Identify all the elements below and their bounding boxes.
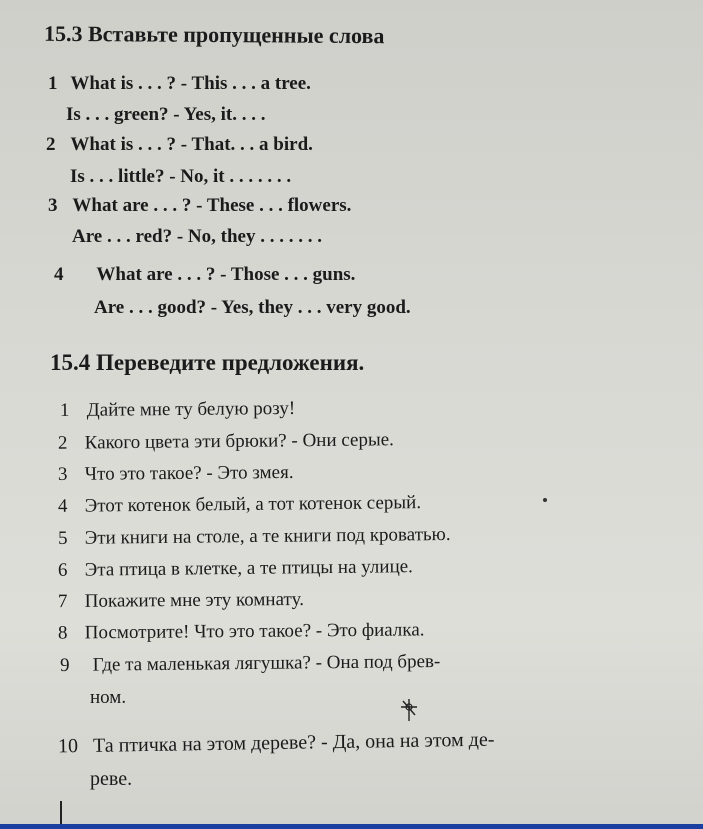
line-text: What are . . . ? - These . . . flowers. xyxy=(72,195,352,216)
line-text: What is . . . ? - This . . . a tree. xyxy=(70,73,311,94)
line-text: Та птичка на этом дереве? - Да, она на этом де- xyxy=(92,728,495,757)
line-number: 2 xyxy=(57,432,68,454)
exercise-line xyxy=(54,263,355,287)
sentence-line xyxy=(60,650,441,678)
line-text: What is . . . ? - That. . . a bird. xyxy=(70,134,313,155)
line-number: 5 xyxy=(57,527,68,550)
screen-bottom-bar xyxy=(0,824,703,829)
line-text: Посмотрите! Что это такое? - Это фиалка. xyxy=(84,619,425,644)
line-text: Дайте мне ту белую розу! xyxy=(86,397,296,421)
cursor-icon xyxy=(398,697,420,723)
sentence-line xyxy=(90,686,126,710)
sentence-line xyxy=(60,397,295,423)
line-number: 1 xyxy=(59,399,70,422)
exercise-line xyxy=(70,165,291,189)
exercise-line xyxy=(48,72,311,96)
line-number: 3 xyxy=(57,463,68,486)
line-number: 1 xyxy=(48,73,58,94)
sentence-line xyxy=(58,523,451,551)
line-number: 4 xyxy=(57,495,68,517)
section-15-3-title: 15.3 Вставьте пропущенные слова xyxy=(43,20,385,49)
line-text: Are . . . red? - No, they . . . . . . . xyxy=(72,226,322,247)
line-text: Где та маленькая лягушка? - Она под брев- xyxy=(92,651,441,676)
exercise-line xyxy=(94,296,411,320)
line-text: Какого цвета эти брюки? - Они серые. xyxy=(84,429,394,454)
line-number: 6 xyxy=(57,559,68,581)
line-text: Эти книги на столе, а те книги под кроватью. xyxy=(84,523,451,549)
line-text: Покажите мне эту комнату. xyxy=(84,588,304,612)
line-text: Этот котенок белый, а тот котенок серый. xyxy=(84,492,422,517)
sentence-line xyxy=(58,428,394,456)
sentence-line xyxy=(58,555,413,583)
line-text: Что это такое? - Это змея. xyxy=(84,461,294,485)
sentence-line xyxy=(58,618,425,645)
line-number: 7 xyxy=(57,590,68,613)
line-text: ном. xyxy=(90,687,127,708)
ink-dot xyxy=(543,498,547,502)
exercise-line xyxy=(46,133,313,157)
sentence-line xyxy=(58,588,304,614)
line-number: 10 xyxy=(57,735,79,758)
line-number: 3 xyxy=(48,195,58,216)
line-number: 4 xyxy=(54,264,64,285)
line-number: 2 xyxy=(46,134,56,155)
line-text: Эта птица в клетке, а те птицы на улице. xyxy=(84,556,413,581)
sentence-line xyxy=(58,491,421,519)
sentence-line xyxy=(58,728,495,759)
line-number: 8 xyxy=(57,622,68,644)
exercise-line xyxy=(66,103,265,127)
sentence-line xyxy=(58,461,294,487)
exercise-line xyxy=(48,194,351,218)
section-15-4-title: 15.4 Переведите предложения. xyxy=(50,350,365,375)
line-text: Are . . . good? - Yes, they . . . very good. xyxy=(94,297,411,318)
line-text: What are . . . ? - Those . . . guns. xyxy=(96,264,356,285)
line-text: Is . . . little? - No, it . . . . . . . xyxy=(70,166,292,187)
exercise-line xyxy=(72,225,322,249)
line-text: реве. xyxy=(90,768,133,790)
sentence-line xyxy=(90,767,132,791)
line-number: 9 xyxy=(59,654,70,676)
line-text: Is . . . green? - Yes, it. . . . xyxy=(66,104,266,125)
